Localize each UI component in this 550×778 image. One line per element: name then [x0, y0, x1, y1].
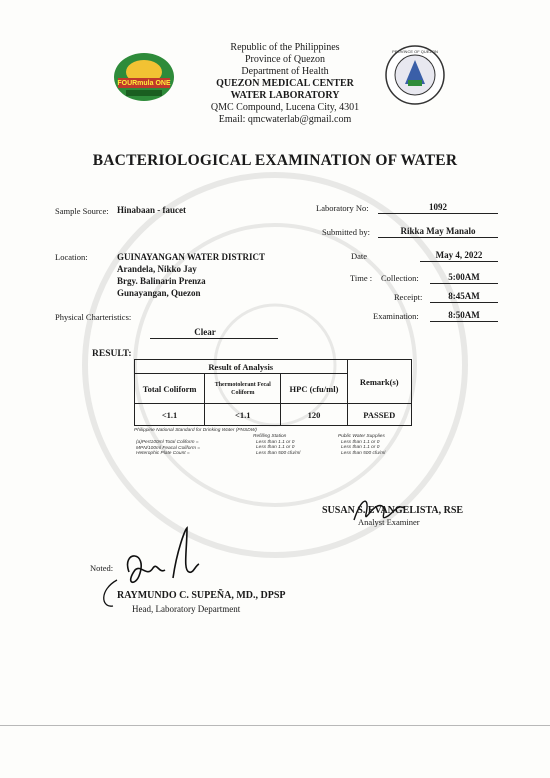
- collection-underline: [430, 283, 498, 284]
- location-block: [117, 251, 265, 299]
- col-header-hpc: HPC (cfu/ml): [281, 374, 347, 404]
- standards-value: Less than 1.1 or 0: [256, 445, 295, 450]
- receipt-label: Receipt:: [394, 292, 423, 302]
- analyst-name: SUSAN S. EVANGELISTA, RSE: [322, 505, 464, 516]
- result-label: RESULT:: [92, 349, 132, 359]
- value-remarks: PASSED: [347, 404, 411, 426]
- physical-label: Physical Charteristics:: [55, 312, 132, 322]
- submitted-by-value: Rikka May Manalo: [400, 226, 476, 236]
- value-hpc: 120: [281, 404, 347, 426]
- standards-value: Less than 500 cfu/ml: [341, 450, 386, 456]
- header-line: Department of Health: [241, 66, 329, 77]
- receipt-value: 8:45AM: [448, 291, 480, 301]
- header-institution: QUEZON MEDICAL CENTER: [216, 78, 354, 89]
- lab-no-value: 1092: [429, 202, 447, 212]
- standards-parameters: [136, 440, 200, 457]
- standards-param: Heterophic Plate Count =: [136, 451, 190, 456]
- standards-value: Less than 1.1 or 0: [256, 439, 295, 445]
- date-label: Date: [351, 251, 368, 261]
- location-line: Gunayangan, Quezon: [117, 288, 201, 298]
- submitted-by-label: Submitted by:: [322, 227, 370, 237]
- header-address: QMC Compound, Lucena City, 4301: [210, 102, 360, 113]
- location-line: GUINAYANGAN WATER DISTRICT: [117, 252, 266, 262]
- header-line: Province of Quezon: [245, 54, 325, 65]
- noted-label: Noted:: [90, 563, 114, 573]
- date-value: May 4, 2022: [435, 250, 483, 260]
- head-name: RAYMUNDO C. SUPEÑA, MD., DPSP: [117, 590, 286, 601]
- standards-title: Philippine National Standard for Drinking Water (PNSDW): [134, 428, 257, 433]
- sample-source-label: Sample Source:: [55, 206, 109, 216]
- examination-underline: [430, 321, 498, 322]
- standards-public-head: Public Water Supplies: [338, 434, 385, 439]
- location-label: Location:: [55, 252, 88, 262]
- examination-label: Examination:: [373, 311, 419, 321]
- collection-label: Collection:: [381, 273, 419, 283]
- lab-no-underline: [378, 213, 498, 214]
- lab-no-label: Laboratory No:: [316, 203, 369, 213]
- col-header-total-coliform: Total Coliform: [135, 374, 205, 404]
- page-title: BACTERIOLOGICAL EXAMINATION OF WATER: [92, 152, 458, 169]
- location-line: Arandela, Nikko Jay: [117, 264, 197, 274]
- value-thermotolerant: <1.1: [205, 404, 281, 426]
- date-underline: [420, 261, 498, 262]
- standards-value: Less than 1.1 or 0: [341, 439, 380, 445]
- submitted-by-underline: [378, 237, 498, 238]
- standards-public: [338, 434, 385, 456]
- standards-value: Less than 1.1 or 0: [341, 445, 380, 450]
- collection-value: 5:00AM: [448, 272, 480, 282]
- header-line: Republic of the Philippines: [230, 42, 340, 53]
- time-label: Time :: [350, 273, 373, 283]
- physical-value: Clear: [194, 327, 216, 337]
- examination-value: 8:50AM: [448, 310, 480, 320]
- head-title: Head, Laboratory Department: [132, 604, 241, 614]
- col-header-remarks: Remark(s): [347, 360, 411, 404]
- location-line: Brgy. Balinarin Prenza: [117, 276, 206, 286]
- standards-refilling-head: Refilling Station: [253, 434, 287, 439]
- analyst-title: Analyst Examiner: [358, 517, 420, 527]
- col-header-thermotolerant: Thermotolerant Fecal Coliform: [205, 374, 281, 404]
- results-table: [134, 359, 412, 426]
- logo-left-text: FOURmula ONE: [117, 80, 171, 87]
- letterhead: [150, 42, 420, 126]
- header-lab: WATER LABORATORY: [230, 90, 340, 101]
- province-seal-logo: [384, 44, 446, 106]
- receipt-underline: [430, 302, 498, 303]
- physical-underline: [150, 338, 278, 339]
- standards-refilling: [253, 434, 300, 456]
- header-email: Email: qmcwaterlab@gmail.com: [218, 114, 352, 125]
- logo-right-text: PROVINCE OF QUEZON: [392, 49, 438, 54]
- value-total-coliform: <1.1: [135, 404, 205, 426]
- standards-value: Less than 500 cfu/ml: [256, 450, 301, 456]
- bottom-divider: [0, 725, 550, 726]
- results-group-header: Result of Analysis: [135, 360, 348, 374]
- sample-source-value: Hinabaan - faucet: [117, 205, 187, 215]
- standards-param: (a)Pert100ml Total Coliform =: [136, 440, 199, 445]
- standards-param: MPN/100ml Feacal Coliform =: [136, 445, 201, 451]
